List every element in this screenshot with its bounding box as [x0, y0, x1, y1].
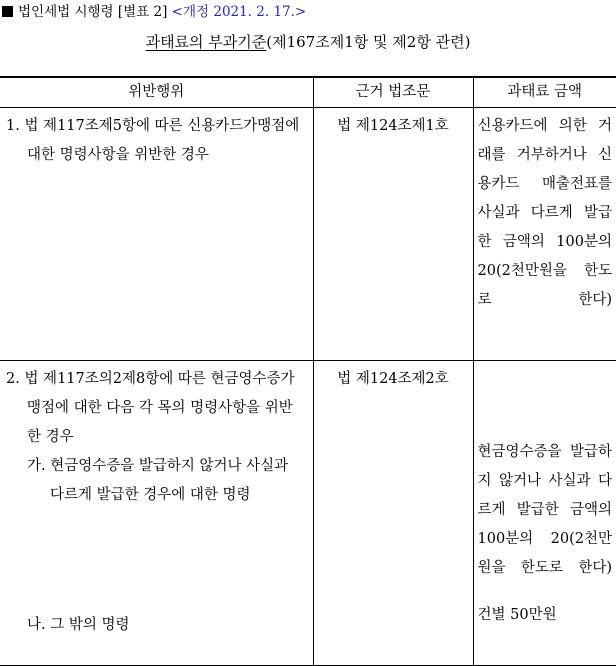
spacer	[478, 365, 613, 438]
spacer	[6, 510, 307, 611]
sub-item-a: 가. 현금영수증을 발급하지 않거나 사실과 다르게 발급한 경우에 대한 명령	[27, 458, 289, 503]
amount-cell	[473, 361, 616, 666]
sub-item-b: 나. 그 밖의 명령	[27, 617, 130, 633]
table-row	[0, 108, 616, 361]
appendix-label: [별표 2]	[117, 4, 168, 20]
basis-text: 법 제124조제1호	[337, 118, 449, 134]
revision-date: <개정 2021. 2. 17.>	[171, 4, 307, 20]
violation-text: 2. 법 제117조의2제8항에 따른 현금영수증가맹점에 대한 다음 각 목의 명령사항을 위반한 경우	[6, 371, 295, 445]
black-square-icon	[2, 6, 13, 17]
law-name: 법인세법 시행령	[18, 4, 114, 20]
basis-cell	[313, 108, 473, 361]
violation-cell	[0, 108, 313, 361]
sub-b-amount-text: 건별 50만원	[477, 607, 557, 623]
spacer	[478, 583, 613, 601]
amount-text: 신용카드에 의한 거래를 거부하거나 신용카드 매출전표를 사실과 다르게 발급한 금액의 100분의 20(2천만원을 한도로 한다)	[477, 118, 612, 308]
page-title	[0, 31, 616, 52]
basis-text: 법 제124조제2호	[337, 371, 449, 387]
column-header-violation: 위반행위	[0, 77, 313, 108]
title-reference: (제167조제1항 및 제2항 관련)	[266, 33, 471, 51]
title-main: 과태료의 부과기준	[145, 33, 267, 51]
document-header	[2, 0, 306, 20]
violation-cell	[0, 361, 313, 666]
table-row	[0, 361, 616, 666]
column-header-amount: 과태료 금액	[473, 77, 616, 108]
basis-cell	[313, 361, 473, 666]
sub-a-amount-text: 현금영수증을 발급하지 않거나 사실과 다르게 발급한 금액의 100분의 20(2천만원을 한도로 한다)	[477, 444, 612, 576]
amount-cell	[473, 108, 616, 361]
column-header-basis: 근거 법조문	[313, 77, 473, 108]
violation-text: 1. 법 제117조제5항에 따른 신용카드가맹점에 대한 명령사항을 위반한 경우	[6, 118, 300, 163]
penalty-table	[0, 76, 616, 666]
table-header-row	[0, 77, 616, 108]
